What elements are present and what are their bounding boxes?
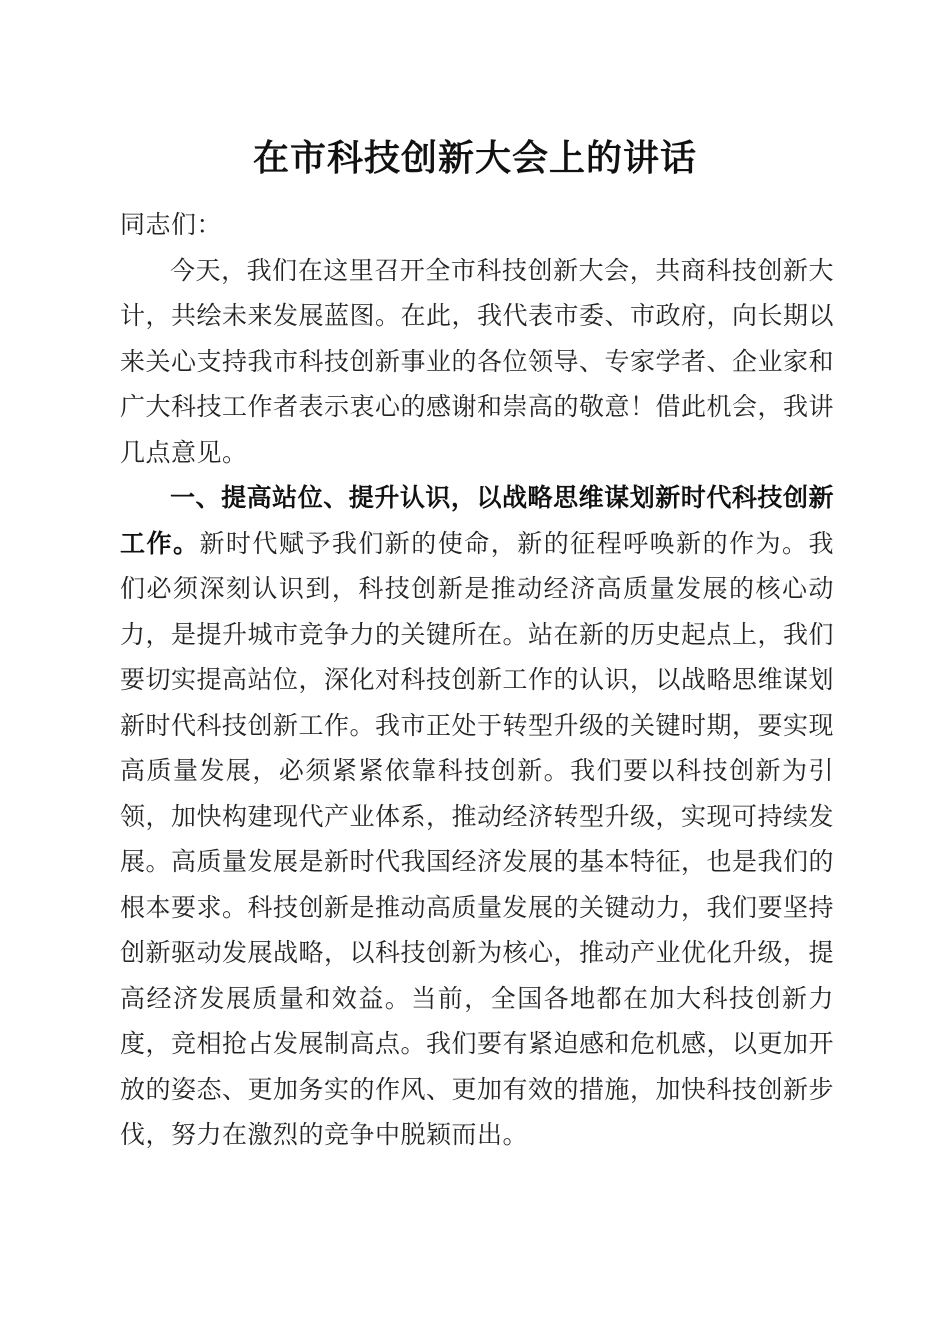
section-1-heading: 一、提高站位、提升认识，以战略思维谋划新时代科技创新工作。 <box>120 483 834 558</box>
opening-paragraph: 今天，我们在这里召开全市科技创新大会，共商科技创新大计，共绘未来发展蓝图。在此，我代表市委、市政府，向长期以来关心支持我市科技创新事业的各位领导、专家学者、企业家和广大科技工作者表示衷心的感谢和崇高的敬意！借此机会，我讲几点意见。 <box>120 255 835 467</box>
section-1-body: 新时代赋予我们新的使命，新的征程呼唤新的作为。我们必须深刻认识到，科技创新是推动经济高质量发展的核心动力，是提升城市竞争力的关键所在。站在新的历史起点上，我们要切实提高站位，深化对科技创新工作的认识，以战略思维谋划新时代科技创新工作。我市正处于转型升级的关键时期，要实现高质量发展，必须紧紧依靠科技创新。我们要以科技创新为引领，加快构建现代产业体系，推动经济转型升级，实现可持续发展。高质量发展是新时代我国经济发展的基本特征，也是我们的根本要求。科技创新是推动高质量发展的关键动力，我们要坚持创新驱动发展战略，以科技创新为核心，推动产业优化升级，提高经济发展质量和效益。当前，全国各地都在加大科技创新力度，竞相抢占发展制高点。我们要有紧迫感和危机感，以更加开放的姿态、更加务实的作风、更加有效的措施，加快科技创新步伐，努力在激烈的竞争中脱颖而出。 <box>120 528 835 1149</box>
salutation: 同志们： <box>120 210 223 239</box>
page-title: 在市科技创新大会上的讲话 <box>252 137 697 179</box>
section-1-paragraph <box>120 475 834 1158</box>
document-body <box>120 202 834 1158</box>
